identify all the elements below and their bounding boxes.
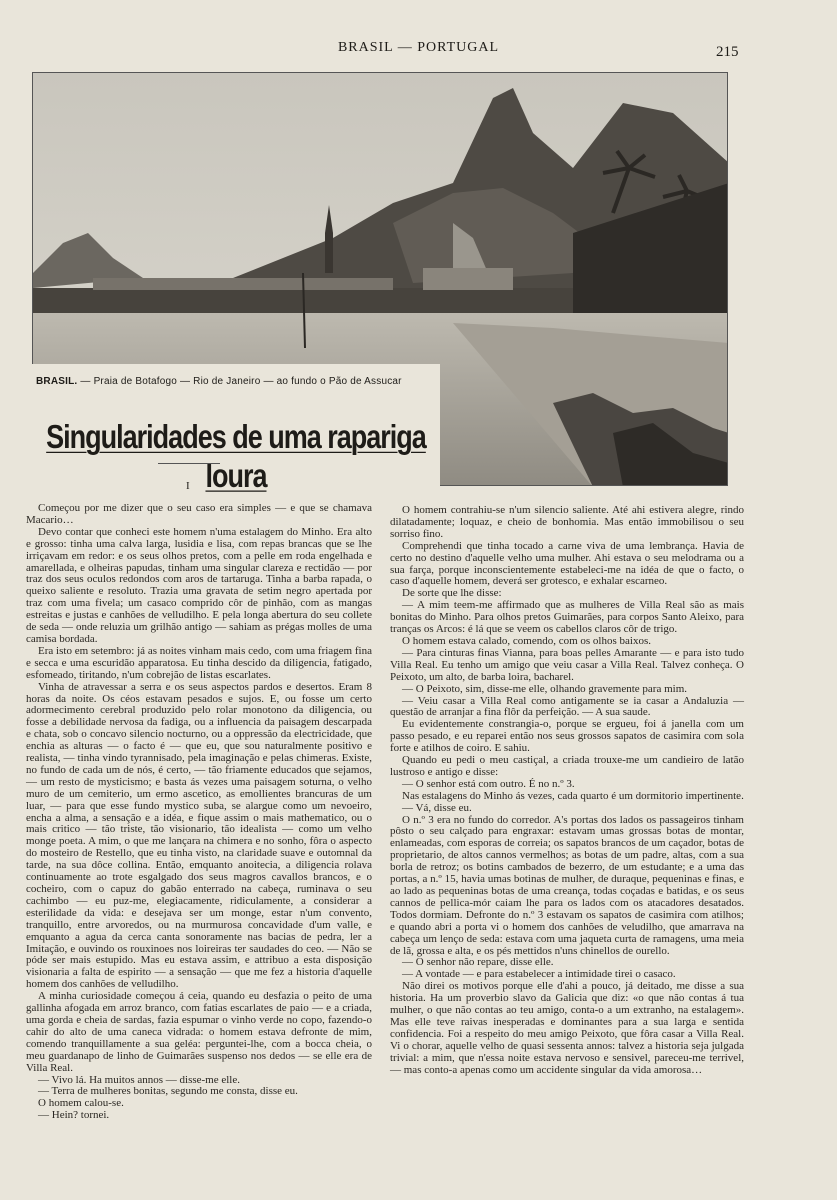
paragraph: Eu evidentemente constrangia-o, porque se ergueu, foi á janella com um passo pesado, e eu reparei então nos seus grossos sapatos de casimira com sola forte e atilhos de coiro. E sahiu. bbox=[390, 718, 744, 755]
paragraph: — Terra de mulheres bonitas, segundo me consta, disse eu. bbox=[38, 1085, 298, 1098]
paragraph: — O senhor está com outro. É no n.º 3. bbox=[402, 777, 575, 790]
paragraph: — Veiu casar a Villa Real como antigamente se ia casar a Andaluzia — questão de arranjar a fina flôr da perfeição. — A sua saude. bbox=[390, 694, 744, 719]
paragraph: A minha curiosidade começou á ceia, quando eu desfazia o peito de uma gallinha afogada em arroz branco, com fatias escarlates de paio — e a criada, uma gorda e cheia de sardas, fazia espumar o vinho verde no copo, fazendo-o cahir do alto de uma caneca vidrada: o homem estava defronte de mim, comendo tranquillamente a sua geléa: perguntei-lhe, com a bocca cheia, o meu guardanapo de linho de Guimarães suspenso nos dedos — se elle era de Villa Real. bbox=[26, 990, 372, 1074]
paragraph: O homem calou-se. bbox=[38, 1097, 124, 1110]
paragraph: — Para cinturas finas Vianna, para boas pelles Amarante — e para isto tudo Villa Real. Eu tenho um amigo que veiu casar a Villa Real. Talvez conheça. O Peixoto, um alto, de barba loira, bacharel. bbox=[390, 646, 744, 683]
paragraph: Era isto em setembro: já as noites vinham mais cedo, com uma friagem fina e secca e uma escuridão apparatosa. Eu tinha descido da diligencia, fatigado, esfomeado, tiritando, n'um cobrejão de listas escarlates. bbox=[26, 644, 372, 681]
page-number: 215 bbox=[716, 44, 739, 60]
title-divider bbox=[158, 463, 220, 464]
paragraph: — Vá, disse eu. bbox=[402, 801, 472, 814]
photo-caption bbox=[36, 376, 436, 387]
paragraph: Não direi os motivos porque elle d'ahi a pouco, já deitado, me disse a sua historia. Ha um proverbio slavo da Galicia que diz: «o que não contas á tua mulher, o que não contas ao teu amigo, conta-o a um extranho, na estalagem». Mas elle teve raivas inesperadas e dominantes para a sua larga e sentida confidencia. Foi a respeito do meu amigo Peixoto, que fôra casar a Villa Real. Vi o chorar, aquelle velho de quasi sessenta annos: talvez a historia seja julgada trivial: a mim, que n'essa noite estava nervoso e sensivel, pareceu-me terrivel, — mas conto-a apenas como um accidente singular da vida amorosa… bbox=[390, 980, 744, 1076]
paragraph: — O Peixoto, sim, disse-me elle, olhando gravemente para mim. bbox=[402, 682, 688, 695]
paragraph: — O senhor não repare, disse elle. bbox=[402, 956, 554, 969]
right-column bbox=[390, 505, 744, 1077]
running-title: BRASIL — PORTUGAL bbox=[337, 40, 500, 55]
section-number: I bbox=[186, 480, 190, 492]
paragraph: Devo contar que conheci este homem n'uma estalagem do Minho. Era alto e grosso: tinha uma calva larga, lusidia e lisa, com repas brancas que se lhe irriçavam em redor: e os seus olhos pretos, com a pelle em roda engelhada e amarellada, e olheiras papudas, tinham uma singular clareza e rectidão — por traz dos seus oculos redondos com aros de tartaruga. Tinha a barba rapada, o queixo saliente e resoluto. Trazia uma gravata de setim negro apertada por traz com uma fivela; um casaco comprido côr de pinhão, com as mangas estreitas e justas e canhões de velludilho. E pela longa abertura do seu collete de seda — onde reluzia um grilhão antigo — sahiam as prégas molles de uma camisa bordada. bbox=[26, 525, 372, 645]
paragraph: O n.º 3 era no fundo do corredor. A's portas dos lados os passageiros tinham pôsto o seu calçado para engraxar: estavam umas grossas botas de montar, enlameadas, com esporas de correia; os sapatos brancos de um caçador, botas de proprietario, de altos cannos vermelhos; as botas de um padre, altas, com a sua borla de retroz; os botins cambados de bezerro, de um estudante; e a uma das portas, a n.º 15, havia umas botinas de mulher, de duraque, pequeninas e finas, e ao lado as pequeninas botas de uma creança, todas coçadas e batidas, e os seus cannos de pellica-mór caiam lhe para os lados com os atacadores desatados. Todos dormiam. Defronte do n.º 3 estavam os sapatos de casimira com atilhos; e quando abri a porta vi o homem dos canhões de veludilho, que amarrava na cabeça um lenço de seda: estava com uma jaqueta curta de ramagens, uma meia de lã, grossa e alta, e os pés mettidos n'uns chinellos de ourello. bbox=[390, 813, 744, 957]
left-column bbox=[26, 503, 372, 1122]
caption-country: BRASIL. bbox=[36, 376, 78, 387]
paragraph: Nas estalagens do Minho ás vezes, cada quarto é um dormitorio impertinente. bbox=[402, 789, 744, 802]
caption-text: — Praia de Botafogo — Rio de Janeiro — ao fundo o Pão de Assucar bbox=[77, 376, 402, 387]
paragraph: O homem estava calado, comendo, com os olhos baixos. bbox=[402, 634, 651, 647]
paragraph: — A mim teem-me affirmado que as mulheres de Villa Real são as mais bonitas do Minho. Para olhos pretos Guimarães, para corpos Santo Aleixo, para tranças os Arcos: é lá que se veem os cabellos claros côr de trigo. bbox=[390, 599, 744, 636]
paragraph: — Vivo lá. Ha muitos annos — disse-me elle. bbox=[38, 1073, 240, 1086]
paragraph: De sorte que lhe disse: bbox=[402, 587, 502, 600]
paragraph: — A vontade — e para estabelecer a intimidade tirei o casaco. bbox=[402, 968, 676, 981]
paragraph: Vinha de atravessar a serra e os seus aspectos pardos e desertos. Eram 8 horas da noite. Os céos estavam pesados e sujos. E, ou fosse um certo adormecimento cerebral produzido pelo rolar monotono da diligencia, ou fosse a debilidade nervosa da fadiga, ou a influencia da paisagem descarpada e chata, sob o concavo silencio nocturno, ou a oppressão da electricidade, que enchia as alturas — o facto é — que eu, que sou naturalmente positivo e realista, — tinha vindo tyrannisado, pela imaginação e pelas chimeras. Existe, no fundo de cada um de nós, é certo, — tão friamente educados que sejamos, — um resto de mysticismo; e basta ás vezes uma paisagem soturna, o velho muro de um cemiterio, um ermo ascetico, as emollientes brancuras de um luar, — para que esse fundo mystico suba, se alargue como um nevoeiro, encha a alma, a sensação e a idéa, e fique assim o mais mathematico, ou o mais critico — tão triste, tão visionario, tão idealista — como um velho monge poeta. A mim, o que me lançara na chimera e no sonho, fôra o aspecto do mosteiro de Restello, que eu tinha visto, na claridade suave e outomnal da tarde, na sua dôce collina. Então, emquanto anoitecia, a diligencia rolava continuamente ao trote esgalgado dos seus magros cavallos brancos, e o cocheiro, com o capuz do gabão enterrado na cabeça, ruminava o seu cachimbo — eu puz-me, elegiacamente, ridiculamente, a considerar a esterilidade da vida: e desejava ser um monge, estar n'um convento, tranquillo, entre arvoredos, ou na murmurosa concavidade d'um valle, e emquanto a agua da cerca canta sonoramente nas bacias de pedra, ler a Imitação, e ouvindo os rouxinoes nos loireiras ter saudades do ceo. — Não se póde ser mais estupido. Mas eu estava assim, e attribuo a esta disposição visionaria a falta de espirito — a sensação — que me fez a historia d'aquelle homem dos canhões de velludilho. bbox=[26, 680, 372, 991]
paragraph: Comprehendi que tinha tocado a carne viva de uma lembrança. Havia de certo no destino d'aquelle velho uma mulher. Ahi estava o seu melodrama ou a sua farça, porque inconscientemente estabeleci-me na idéa de que o facto, o caso d'aquelle homem, deverá ser grotesco, e exhalar escarneo. bbox=[390, 539, 744, 588]
paragraph: — Hein? tornei. bbox=[38, 1109, 110, 1122]
paragraph: O homem contrahiu-se n'um silencio saliente. Até ahi estivera alegre, rindo dilatadamente; loquaz, e cheio de bonhomia. Mas então immobilisou o seu sorriso fino. bbox=[390, 504, 744, 540]
paragraph: Quando eu pedi o meu castiçal, a criada trouxe-me um candieiro de latão lustroso e antigo e disse: bbox=[390, 754, 744, 778]
article-title: Singularidades de uma rapariga loura bbox=[46, 418, 426, 495]
paragraph: Começou por me dizer que o seu caso era simples — e que se chamava Macario… bbox=[26, 502, 372, 526]
